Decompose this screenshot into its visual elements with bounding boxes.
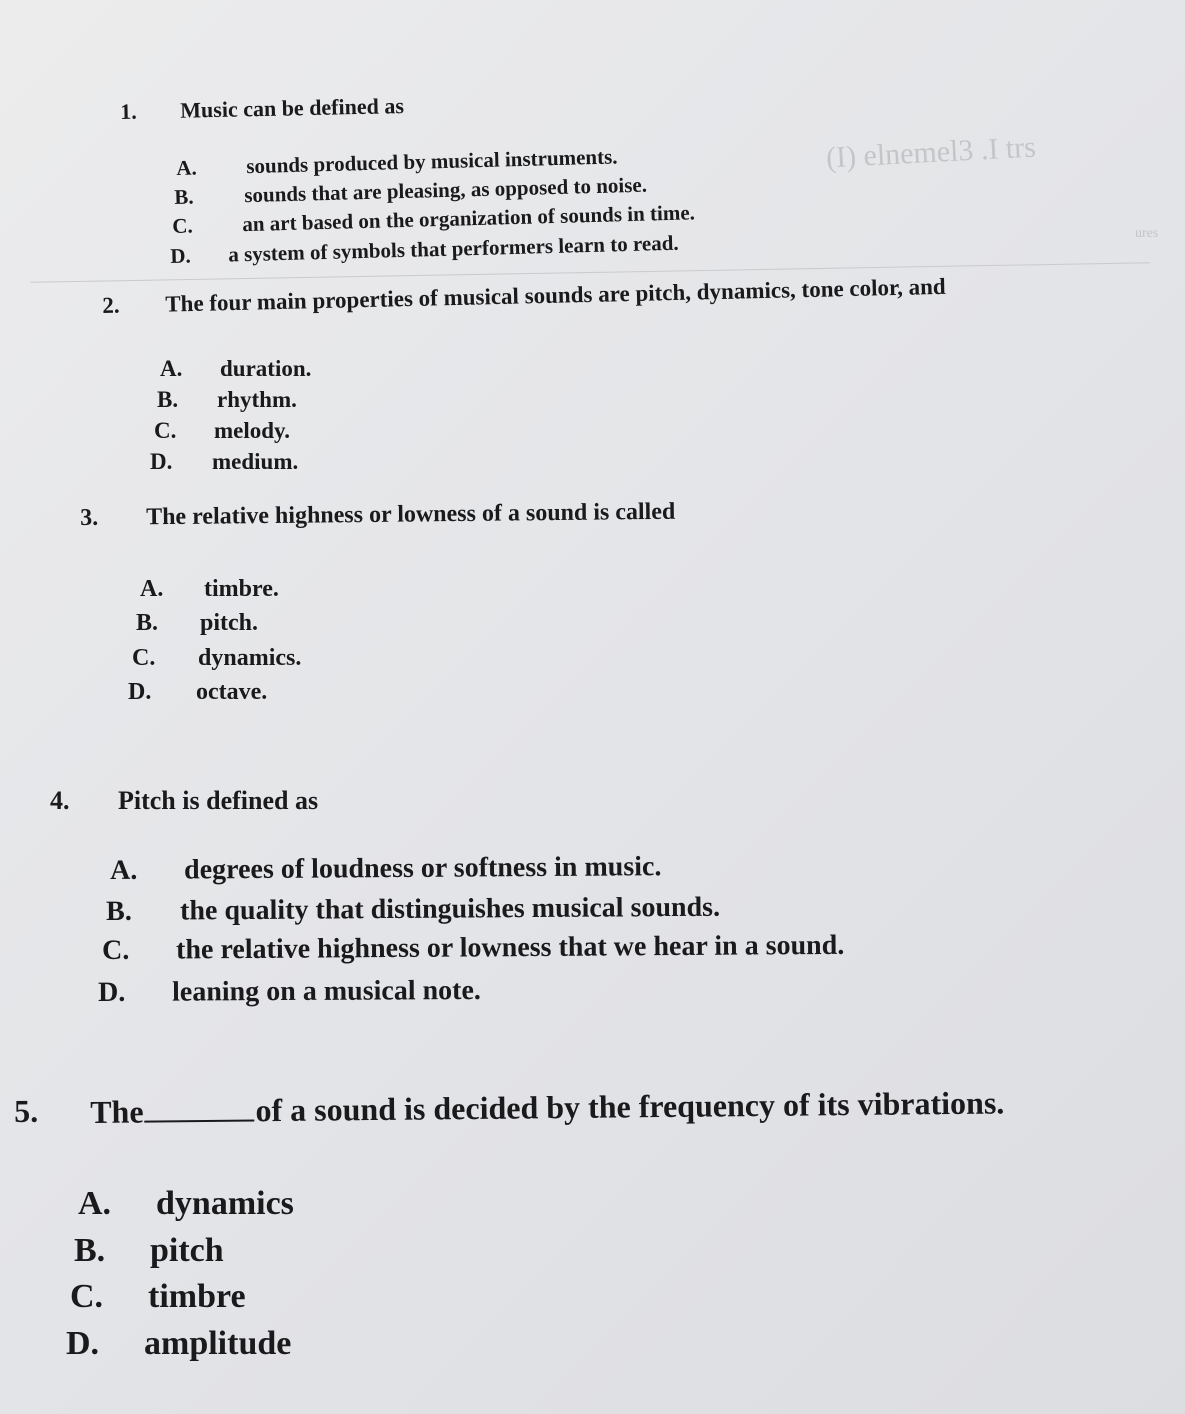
option-letter: C. bbox=[154, 418, 177, 443]
divider-line bbox=[30, 262, 1150, 283]
option-letter: A. bbox=[176, 155, 198, 180]
option-text: degrees of loudness or softness in music. bbox=[183, 851, 662, 886]
question-number: 4. bbox=[50, 786, 70, 815]
bleed-through-tail: ures bbox=[1135, 226, 1159, 241]
bleed-through-header: (I) elnemel3 .I trs bbox=[825, 130, 1037, 175]
option-text: melody. bbox=[214, 418, 291, 443]
question-stem: Music can be defined as bbox=[179, 93, 405, 123]
question-number: 2. bbox=[102, 292, 120, 318]
option-letter: C. bbox=[102, 934, 130, 966]
option-text: a system of symbols that performers learn to read. bbox=[227, 230, 679, 267]
question-number: 3. bbox=[80, 504, 99, 531]
option-text: sounds that are pleasing, as opposed to noise. bbox=[243, 172, 648, 208]
option-text: the relative highness or lowness that we hear in a sound. bbox=[175, 929, 845, 966]
option-letter: C. bbox=[172, 213, 194, 238]
option-letter: D. bbox=[98, 976, 126, 1008]
option-text: pitch. bbox=[200, 610, 259, 636]
question-stem: Pitch is defined as bbox=[118, 786, 319, 815]
question-number: 1. bbox=[120, 98, 138, 124]
option-text: timbre bbox=[148, 1278, 246, 1315]
option-text: dynamics. bbox=[198, 645, 302, 671]
option-letter: D. bbox=[150, 449, 173, 474]
question-number: 5. bbox=[14, 1092, 39, 1129]
option-letter: C. bbox=[132, 645, 156, 671]
question-stem bbox=[90, 1083, 1005, 1131]
option-letter: B. bbox=[157, 387, 179, 412]
option-letter: A. bbox=[78, 1185, 112, 1222]
option-letter: B. bbox=[174, 184, 194, 209]
option-letter: D. bbox=[170, 243, 192, 268]
option-text: leaning on a musical note. bbox=[171, 974, 481, 1008]
option-letter: B. bbox=[106, 895, 132, 927]
option-text: dynamics bbox=[156, 1185, 294, 1222]
answer-blank bbox=[144, 1090, 254, 1122]
option-text: sounds produced by musical instruments. bbox=[245, 144, 618, 179]
option-text: an art based on the organization of sounds in time. bbox=[241, 200, 696, 237]
stem-before-blank: The bbox=[90, 1093, 144, 1130]
option-text: medium. bbox=[212, 449, 299, 474]
option-letter: D. bbox=[128, 679, 152, 705]
option-text: duration. bbox=[220, 356, 312, 381]
option-text: timbre. bbox=[204, 576, 279, 602]
option-text: octave. bbox=[196, 679, 268, 705]
question-stem: The four main properties of musical sounds are pitch, dynamics, tone color, and bbox=[164, 273, 946, 317]
option-text: rhythm. bbox=[217, 387, 297, 412]
option-letter: B. bbox=[74, 1232, 106, 1269]
option-text: amplitude bbox=[144, 1325, 292, 1362]
option-letter: D. bbox=[66, 1325, 100, 1362]
option-text: pitch bbox=[150, 1232, 224, 1269]
option-letter: C. bbox=[70, 1278, 104, 1315]
option-letter: A. bbox=[140, 576, 164, 602]
option-letter: A. bbox=[160, 356, 183, 381]
option-letter: B. bbox=[136, 610, 159, 636]
option-text: the quality that distinguishes musical sounds. bbox=[179, 891, 721, 927]
option-letter: A. bbox=[110, 854, 138, 886]
stem-after-blank: of a sound is decided by the frequency of its vibrations. bbox=[255, 1084, 1005, 1129]
question-stem: The relative highness or lowness of a sound is called bbox=[145, 498, 676, 531]
